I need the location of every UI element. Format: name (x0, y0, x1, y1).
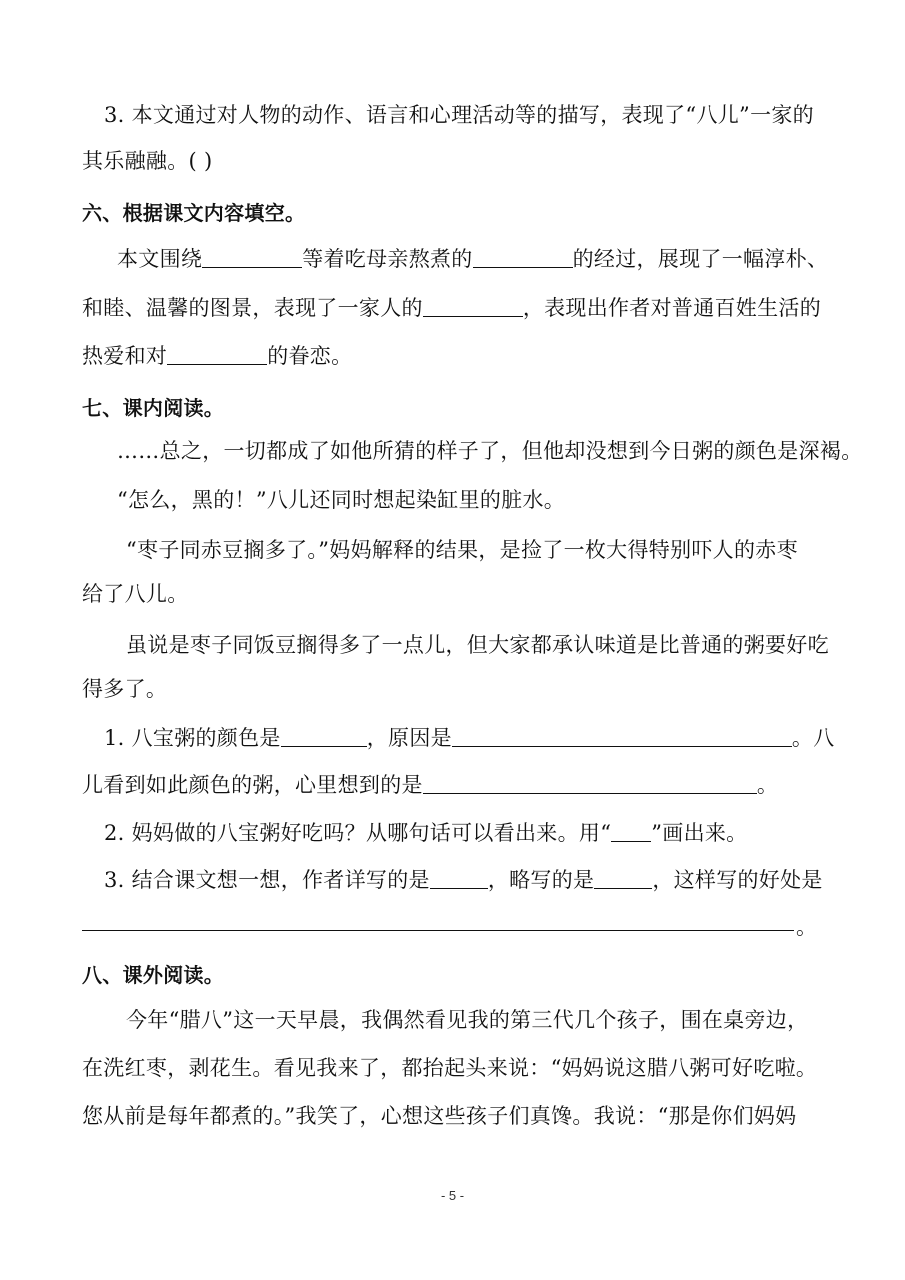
section6-text: 和睦、温馨的图景，表现了一家人的 (82, 296, 423, 320)
section6-text: 热爱和对 (82, 344, 168, 368)
section7-heading: 七、课内阅读。 (82, 396, 225, 420)
section6-text: 本文围绕 (117, 247, 203, 271)
fill-blank[interactable] (452, 726, 792, 747)
fill-blank[interactable] (423, 773, 757, 794)
section7-q1-line1 (104, 724, 835, 752)
section6-heading: 六、根据课文内容填空。 (82, 201, 306, 225)
section8-line2: 在洗红枣，剥花生。看见我来了，都抬起头来说：“妈妈说这腊八粥可好吃啦。 (82, 1056, 818, 1080)
q-text: ”画出来。 (651, 821, 748, 845)
section7-para4-line1: 虽说是枣子同饭豆搁得多了一点儿，但大家都承认味道是比普通的粥要好吃 (126, 633, 829, 657)
section8-heading: 八、课外阅读。 (82, 963, 225, 987)
fill-blank[interactable] (430, 868, 488, 889)
fill-blank[interactable] (594, 868, 652, 889)
section7-para2: “怎么，黑的！”八儿还同时想起染缸里的脏水。 (117, 488, 566, 512)
section7-q2 (104, 819, 823, 847)
page-number: - 5 - (440, 1188, 465, 1203)
q5-item3-line1: 3. 本文通过对人物的动作、语言和心理活动等的描写，表现了“八儿”一家的 (104, 103, 814, 127)
answer-line[interactable] (82, 930, 794, 931)
section6-text: ，表现出作者对普通百姓生活的 (522, 296, 822, 320)
section6-text: 的经过，展现了一幅淳朴、 (572, 247, 829, 271)
section6-text: 的眷恋。 (267, 344, 353, 368)
section7-para3-line1: “枣子同赤豆搁多了。”妈妈解释的结果，是捡了一枚大得特别吓人的赤枣 (126, 538, 798, 562)
q-text: ，略写的是 (487, 868, 595, 892)
section7-para3-line2: 给了八儿。 (82, 582, 189, 606)
q-text: 。八 (791, 726, 835, 750)
fill-blank[interactable] (167, 344, 267, 365)
section7-q1-line2 (82, 771, 823, 799)
q5-item3-line2: 其乐融融。( ) (82, 149, 213, 173)
fill-blank[interactable] (281, 726, 367, 747)
q-text: 儿看到如此颜色的粥，心里想到的是 (82, 773, 423, 797)
section7-para1: ……总之，一切都成了如他所猜的样子了，但他却没想到今日粥的颜色是深褐。 (117, 439, 863, 463)
section6-line1 (117, 245, 829, 273)
section6-line3 (82, 342, 823, 370)
q-text: 1. 八宝粥的颜色是 (104, 726, 281, 750)
q-text: ，原因是 (366, 726, 452, 750)
section8-line3: 您从前是每年都煮的。”我笑了，心想这些孩子们真馋。我说：“那是你们妈妈 (82, 1104, 797, 1128)
section7-q3 (104, 866, 823, 894)
q-text: 3. 结合课文想一想，作者详写的是 (104, 868, 430, 892)
section8-line1: 今年“腊八”这一天早晨，我偶然看见我的第三代几个孩子，围在桌旁边， (126, 1008, 809, 1032)
q-text: 2. 妈妈做的八宝粥好吃吗？从哪句话可以看出来。用“ (104, 821, 612, 845)
q-text: ，这样写的好处是 (652, 868, 823, 892)
section6-text: 等着吃母亲熬煮的 (302, 247, 473, 271)
answer-end-mark: 。 (796, 915, 818, 939)
section6-line2 (82, 294, 823, 322)
fill-blank[interactable] (611, 821, 651, 842)
fill-blank[interactable] (202, 247, 302, 268)
section7-para4-line2: 得多了。 (82, 677, 168, 701)
fill-blank[interactable] (423, 296, 523, 317)
q-text: 。 (756, 773, 779, 797)
fill-blank[interactable] (473, 247, 573, 268)
